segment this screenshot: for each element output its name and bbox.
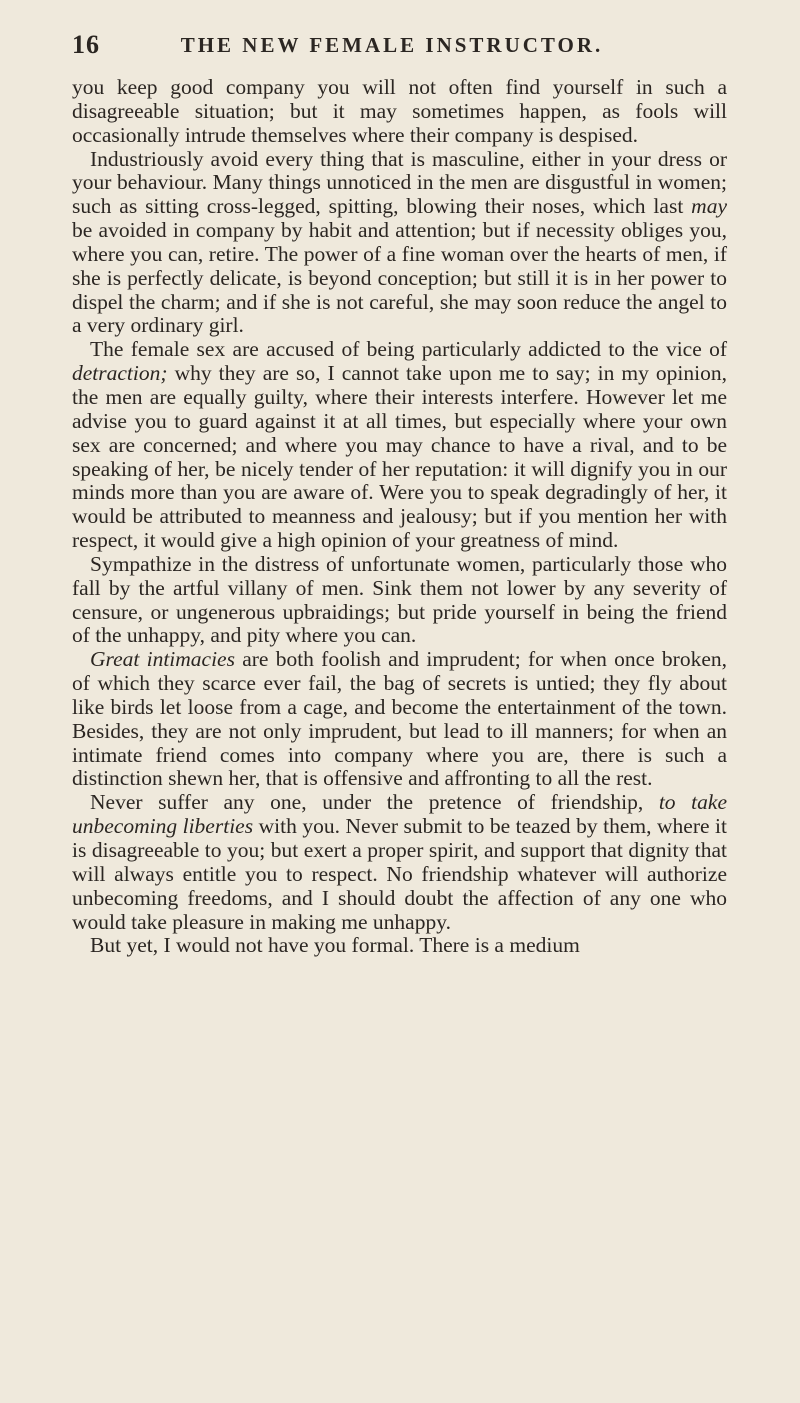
paragraph <box>72 934 727 958</box>
paragraph-text: be avoided in company by habit and attention; but if necessity obliges you, where you can, retire. The power of a fine woman over the hearts of men, if she is perfectly delicate, is beyond conception; but still it is in her power to dispel the charm; and if she is not careful, she may soon reduce the angel to a very ordinary girl. <box>72 218 727 338</box>
paragraph <box>72 76 727 148</box>
paragraph-text: Never suffer any one, under the pretence of friendship, <box>90 790 659 815</box>
body-text <box>72 76 727 958</box>
running-title: THE NEW FEMALE INSTRUCTOR. <box>180 33 604 57</box>
paragraph-text: are both foolish and imprudent; for when once broken, of which they scarce ever fail, the bag of secrets is untied; they fly about like birds let loose from a cage, and become the entertainment of the town. Besides, they are not only imprudent, but lead to ill manners; for when an intimate friend comes into company where you are, there is such a distinction shewn her, that is offensive and affronting to all the rest. <box>72 647 728 791</box>
paragraph-text: But yet, I would not have you formal. There is a medium <box>90 933 580 958</box>
page-number: 16 <box>72 30 100 59</box>
paragraph <box>72 148 727 339</box>
italic-text: Great intimacies <box>90 647 235 672</box>
italic-text: may <box>691 194 727 219</box>
paragraph <box>72 338 727 553</box>
paragraph-text: why they are so, I cannot take upon me to say; in my opinion, the men are equally guilty, where their interests interfere. However let me advise you to guard against it at all times, but especially where your own sex are concerned; and where you may chance to have a rival, and to be speaking of her, be nicely tender of her reputation: it will dignify you in our minds more than you are aware of. Were you to speak degradingly of her, it would be attributed to meanness and jealousy; but if you mention her with respect, it would give a high opinion of your greatness of mind. <box>72 361 727 553</box>
paragraph-text: Sympathize in the distress of unfortunate women, particularly those who fall by the artful villany of men. Sink them not lower by any severity of censure, or ungenerous upbraidings; but pride yourself in being the friend of the unhappy, and pity where you can. <box>72 551 727 648</box>
page-header <box>72 30 712 70</box>
paragraph <box>72 648 727 791</box>
italic-text: to take unbecoming liberties <box>72 790 727 839</box>
paragraph <box>72 791 727 934</box>
paragraph-text: Industriously avoid every thing that is masculine, either in your dress or your behaviour. Many things unnoticed in the men are disgustful in women; such as sitting cross-legged, spitting, blowing their noses, which last <box>72 146 727 219</box>
paragraph <box>72 553 727 648</box>
italic-text: detraction; <box>72 361 168 386</box>
paragraph-text: you keep good company you will not often find yourself in such a disagreeable situation; but it may sometimes happen, as fools will occasionally intrude themselves where their company is despised. <box>72 75 727 147</box>
paragraph-text: with you. Never submit to be teazed by them, where it is disagreeable to you; but exert a proper spirit, and support that dignity that will always entitle you to respect. No friendship whatever will authorize unbecoming freedoms, and I should doubt the affection of any one who would take pleasure in making me unhappy. <box>72 814 727 934</box>
paragraph-text: The female sex are accused of being particularly addicted to the vice of <box>90 337 727 362</box>
